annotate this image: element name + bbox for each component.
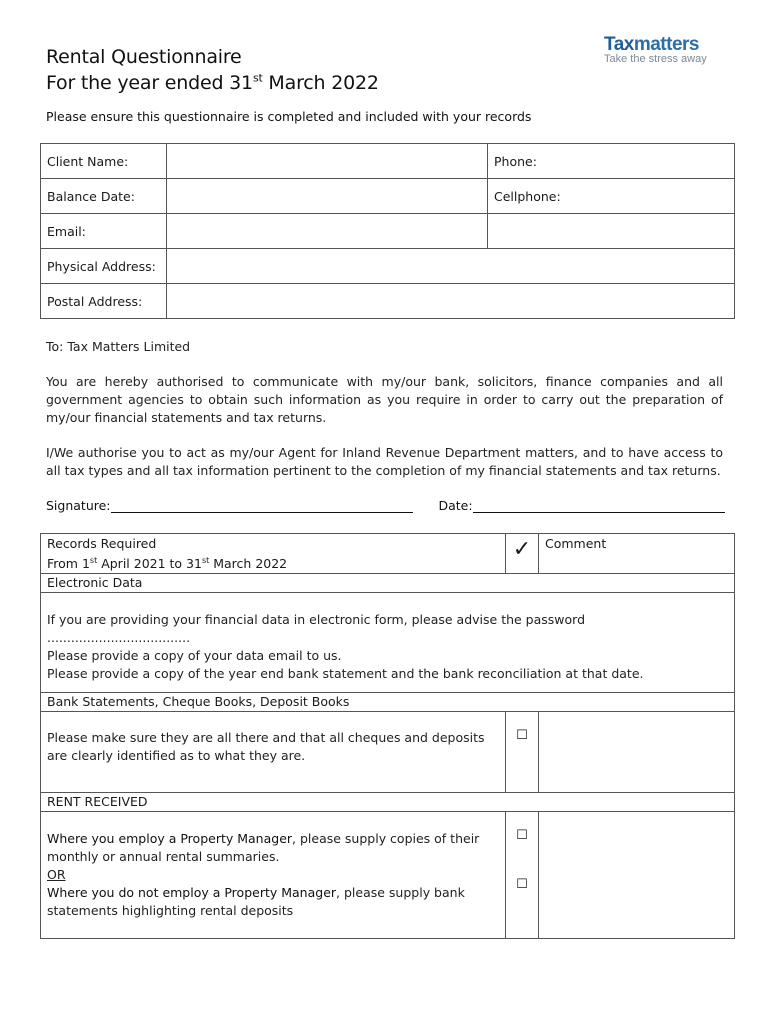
bank-statements-text: Please make sure they are all there and that all cheques and deposits are clearly identified as to what they are. xyxy=(41,712,506,793)
signature-line[interactable] xyxy=(111,498,413,513)
electronic-data-body xyxy=(41,593,735,693)
records-header xyxy=(41,534,506,574)
records-period-sup1: st xyxy=(89,556,98,565)
electronic-line-3: Please provide a copy of the year end bank statement and the bank reconciliation at that date. xyxy=(47,666,644,682)
page-title xyxy=(46,46,242,68)
email-field[interactable] xyxy=(167,214,488,249)
records-period-a: From 1 xyxy=(47,556,90,572)
balance-date-field[interactable] xyxy=(167,179,488,214)
rent-bold-1: Where you employ a Property Manager xyxy=(47,831,293,847)
signature-label: Signature: xyxy=(46,498,111,513)
physical-address-field[interactable] xyxy=(167,249,735,284)
postal-address-label: Postal Address: xyxy=(41,284,167,319)
logo-tax: Tax xyxy=(604,34,634,55)
electronic-line-1: If you are providing your financial data in electronic form, please advise the password .................................... xyxy=(47,612,586,646)
balance-date-label: Balance Date: xyxy=(41,179,167,214)
title-line1: Rental Questionnaire xyxy=(46,46,242,68)
records-period-c: March 2022 xyxy=(209,556,288,572)
authorisation-paragraph-1: You are hereby authorised to communicate with my/our bank, solicitors, finance companies and all government agencies to obtain such information as you require in order to carry out the preparation of my/our financial statements and tax returns. xyxy=(46,374,723,425)
rent-text-1: , please supply copies of their monthly or annual rental summaries. xyxy=(47,831,480,865)
records-period-sup2: st xyxy=(201,556,210,565)
records-header-line1: Records Required xyxy=(47,536,157,551)
authorisation-paragraph-2: I/We authorise you to act as my/our Agent for Inland Revenue Department matters, and to have access to all tax types and all tax information pertinent to the completion of my financial statements and tax returns. xyxy=(46,445,723,478)
signature-row xyxy=(46,498,726,513)
rent-bold-2: Where you do not employ a Property Manager xyxy=(47,885,337,901)
date-line[interactable] xyxy=(473,498,725,513)
taxmatters-logo xyxy=(604,34,724,65)
client-details-table xyxy=(40,143,735,319)
records-header-line2 xyxy=(47,552,499,572)
logo-tagline: Take the stress away xyxy=(604,53,707,65)
title-line2-post: March 2022 xyxy=(262,72,379,94)
electronic-line-2: Please provide a copy of your data email to us. xyxy=(47,648,342,664)
records-table xyxy=(40,533,735,939)
rent-option-1 xyxy=(47,830,499,866)
title-line2-pre: For the year ended 31 xyxy=(46,72,253,94)
rent-text-2: , please supply bank statements highlighting rental deposits xyxy=(47,885,465,919)
client-name-field[interactable] xyxy=(167,144,488,179)
rent-option-2 xyxy=(47,884,499,920)
checkmark-header-icon: ✓ xyxy=(506,534,539,574)
page-title-year xyxy=(46,72,379,94)
email-extra-field[interactable] xyxy=(488,214,735,249)
bank-statements-comment[interactable] xyxy=(539,712,735,793)
cellphone-field[interactable] xyxy=(488,179,735,214)
rent-received-text xyxy=(41,812,506,939)
rent-or: OR xyxy=(47,867,66,883)
physical-address-label: Physical Address: xyxy=(41,249,167,284)
logo-matters: matters xyxy=(633,34,699,55)
records-period-b: April 2021 to 31 xyxy=(97,556,202,572)
addressee-line: To: Tax Matters Limited xyxy=(46,339,191,354)
date-label: Date: xyxy=(438,498,473,513)
rent-received-title: RENT RECEIVED xyxy=(41,793,735,812)
rent-checkbox-1[interactable]: ☐ xyxy=(516,828,528,844)
phone-field[interactable] xyxy=(488,144,735,179)
phone-label: Phone: xyxy=(494,153,537,169)
rent-checkboxes xyxy=(506,812,539,939)
comment-header: Comment xyxy=(539,534,735,574)
bank-statements-checkbox[interactable]: ☐ xyxy=(506,712,539,793)
subtitle: Please ensure this questionnaire is completed and included with your records xyxy=(46,109,532,124)
cellphone-label: Cellphone: xyxy=(494,188,561,204)
rent-checkbox-2[interactable]: ☐ xyxy=(516,877,528,893)
client-name-label: Client Name: xyxy=(41,144,167,179)
title-line2-sup: st xyxy=(252,71,263,85)
electronic-data-title: Electronic Data xyxy=(41,574,735,593)
bank-statements-title: Bank Statements, Cheque Books, Deposit Books xyxy=(41,693,735,712)
rent-received-comment[interactable] xyxy=(539,812,735,939)
postal-address-field[interactable] xyxy=(167,284,735,319)
email-label: Email: xyxy=(41,214,167,249)
